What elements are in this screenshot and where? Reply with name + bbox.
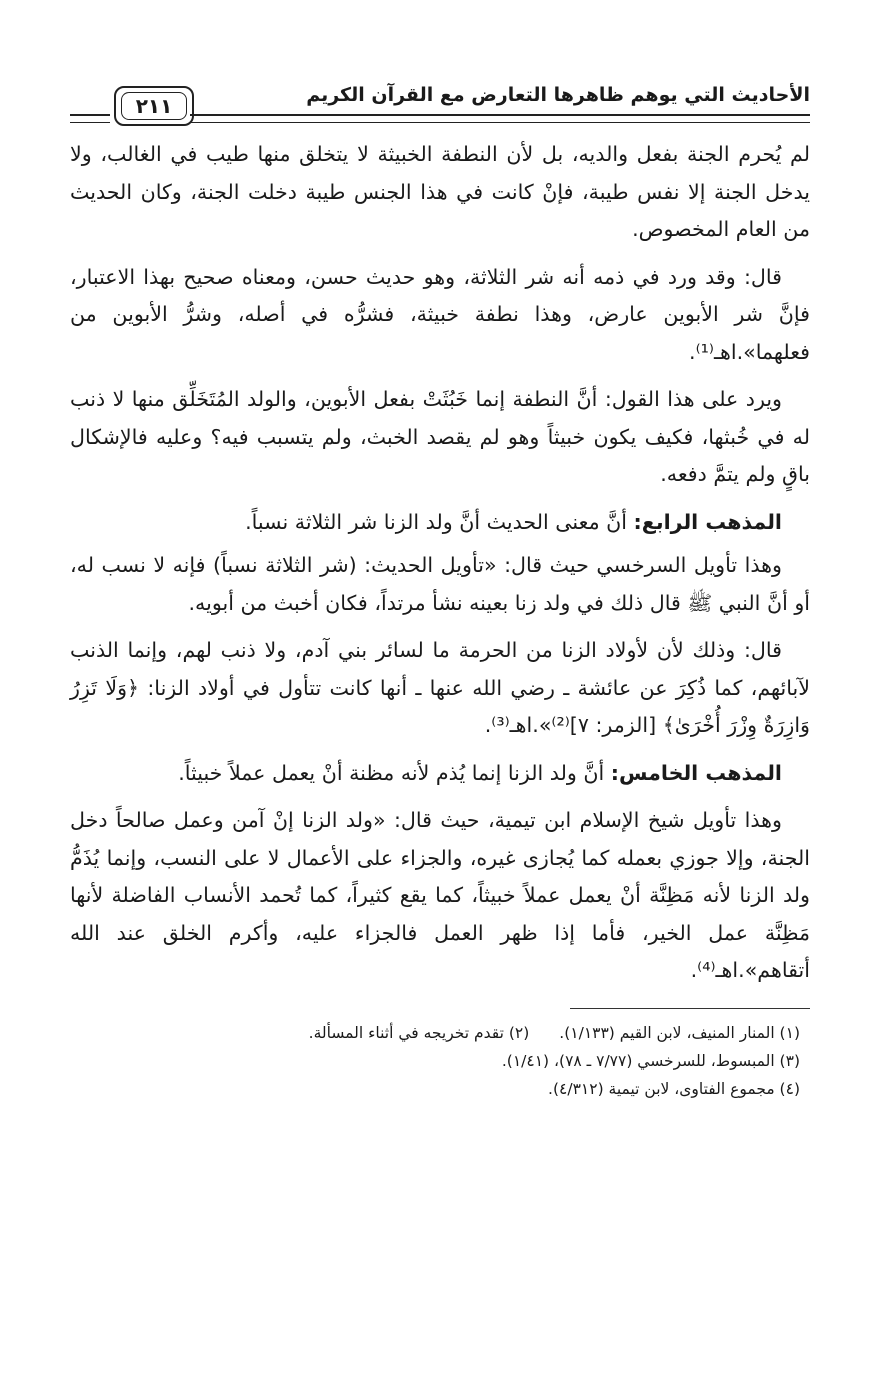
paragraph: لم يُحرم الجنة بفعل والديه، بل لأن النطفة الخبيثة لا يتخلق منها طيب في الغالب، ولا يدخل الجنة إلا نفس طيبة، فإنْ كانت في هذا الجنس طيبة دخلت الجنة، وكان الحديث من العام المخصوص. <box>70 142 810 241</box>
footnote-line: (١) المنار المنيف، لابن القيم (١/١٣٣).(٢) تقدم تخريجه في أثناء المسألة. <box>308 1023 800 1042</box>
section-heading: المذهب الخامس: <box>610 760 782 785</box>
book-page <box>70 78 810 1368</box>
page-number: ٢١١ <box>121 92 187 120</box>
footnote-line: (٣) المبسوط، للسرخسي (٧/٧٧ ـ ٧٨)، (١/٤١). <box>501 1051 800 1070</box>
page-number-frame <box>114 86 194 126</box>
paragraph: وهذا تأويل شيخ الإسلام ابن تيمية، حيث قال: «ولد الزنا إنْ آمن وعمل صالحاً دخل الجنة، وإلا جوزي بعمله كما يُجازى غيره، والجزاء على الأعمال لا على النسب، وإنما يُذَمُّ ولد الزنا لأنه مَظِنَّة أنْ يعمل عملاً خبيثاً، كما يقع كثيراً، كما تُحمد الأنساب الفاضلة لأنها مَظِنَّة عمل الخير، فأما إذا ظهر العمل فالجزاء عليه، وأكرم الخلق عند الله أتقاهم».اهـ⁽⁴⁾. <box>70 808 810 982</box>
body-text <box>70 136 810 990</box>
paragraph: وهذا تأويل السرخسي حيث قال: «تأويل الحديث: (شر الثلاثة نسباً) فإنه لا نسب له، أو أنَّ النبي ﷺ قال ذلك في ولد زنا بعينه نشأ مرتداً، فكان أخبث من أبويه. <box>70 553 810 615</box>
paragraph-madhhab-4: المذهب الرابع: أنَّ معنى الحديث أنَّ ولد الزنا شر الثلاثة نسباً. <box>245 509 782 534</box>
footnote-line: (٤) مجموع الفتاوى، لابن تيمية (٤/٣١٢). <box>548 1079 800 1098</box>
section-heading: المذهب الرابع: <box>633 509 782 534</box>
paragraph: قال: وذلك لأن لأولاد الزنا من الحرمة ما لسائر بني آدم، ولا ذنب لهم، وإنما الذنب لآبائهم، كما ذُكِرَ عن عائشة ـ رضي الله عنها ـ أنها كانت تتأول في أولاد الزنا: ﴿وَلَا تَزِرُ وَازِرَةٌ وِزْرَ أُخْرَىٰ﴾ [الزمر: ٧]⁽²⁾».اهـ⁽³⁾. <box>70 638 810 737</box>
footnote-separator <box>570 1008 810 1009</box>
footnotes <box>70 1019 810 1103</box>
header-rule <box>190 114 810 123</box>
paragraph-madhhab-5: المذهب الخامس: أنَّ ولد الزنا إنما يُذم لأنه مظنة أنْ يعمل عملاً خبيثاً. <box>178 760 782 785</box>
running-title: الأحاديث التي يوهم ظاهرها التعارض مع القرآن الكريم <box>306 84 810 106</box>
page-header <box>70 78 810 136</box>
paragraph: قال: وقد ورد في ذمه أنه شر الثلاثة، وهو حديث حسن، ومعناه صحيح بهذا الاعتبار، فإنَّ شر الأبوين عارض، وهذا نطفة خبيثة، فشرُّه في أصله، وشرُّ الأبوين من فعلهما».اهـ⁽¹⁾. <box>70 264 810 364</box>
header-rule-left <box>70 114 110 123</box>
paragraph: ويرد على هذا القول: أنَّ النطفة إنما خَبُثَتْ بفعل الأبوين، والولد المُتَخَلِّق منها لا ذنب له في خُبثها، فكيف يكون خبيثاً وهو لم يقصد الخبث، ولم يتسبب فيه؟ وعليه فالإشكال باقٍ ولم يتمَّ دفعه. <box>70 387 810 486</box>
